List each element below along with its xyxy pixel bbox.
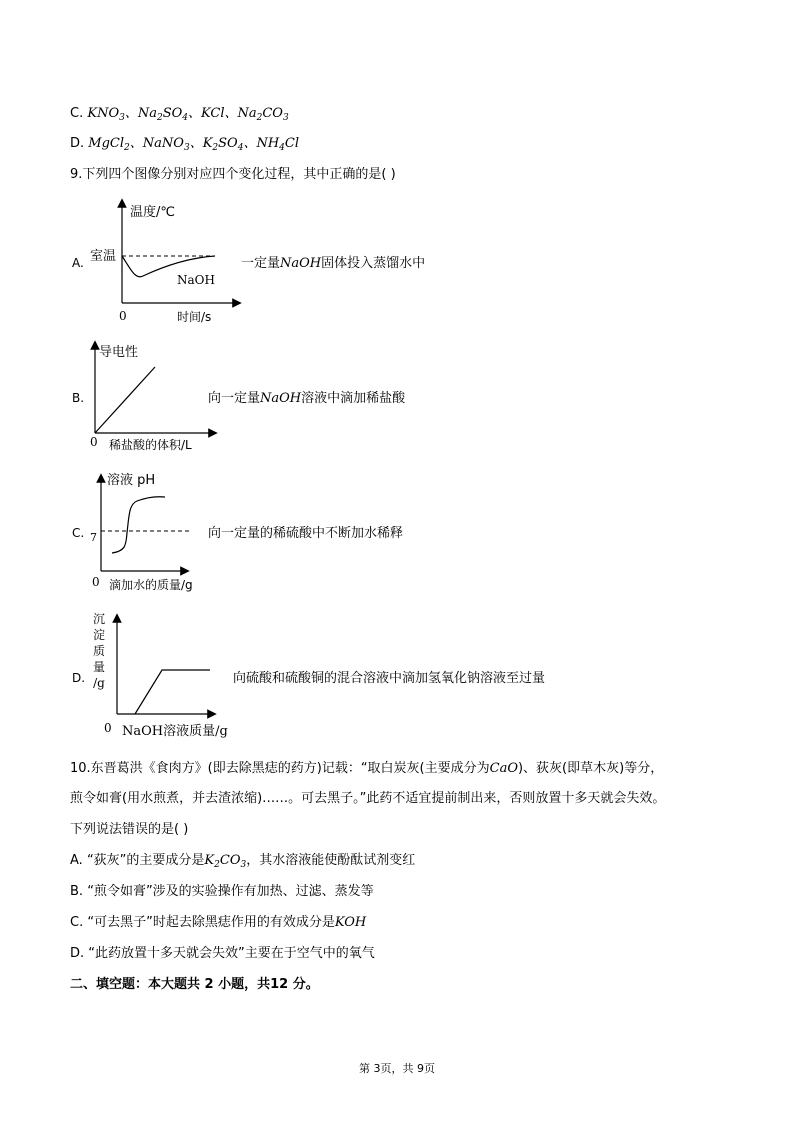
graph-a-ref-label: 室温 [90, 249, 117, 264]
graph-b-ylabel: 导电性 [99, 345, 139, 360]
option-formula: MgCl$_2$、NaNO$_3$、$K_2SO_4$、$NH_4Cl$ [88, 136, 300, 153]
q9-option-b-desc: 向一定量NaOH溶液中滴加稀盐酸 [208, 391, 406, 406]
graph-d-ylabel: 沉 淀 质 量 /g [92, 612, 105, 690]
q9-graph-c [85, 468, 215, 593]
graph-a-curve-label: NaOH [177, 273, 215, 287]
q10-stem-line3: 下列说法错误的是( ) [70, 822, 189, 837]
graph-b-origin: 0 [90, 435, 98, 449]
q8-option-c [70, 105, 289, 127]
q10-option-d: D. “此药放置十多天就会失效”主要在于空气中的氧气 [70, 946, 375, 961]
q10-option-c: C. “可去黑子”时起去除黑痣作用的有效成分是KOH [70, 915, 367, 930]
q9-graph-a [85, 198, 245, 328]
q9-option-d-desc: 向硫酸和硫酸铜的混合溶液中滴加氢氧化钠溶液至过量 [233, 671, 546, 686]
q9-option-a-letter: A. [72, 256, 84, 270]
graph-d-xlabel: NaOH溶液质量/g [122, 724, 228, 739]
q10-stem-line2: 煎令如膏(用水煎煮，并去渣浓缩)……。可去黑子。”此药不适宜提前制出来，否则放置十多天就会失效。 [70, 791, 666, 806]
graph-a-ylabel: 温度/℃ [130, 205, 175, 220]
option-letter: C. [70, 106, 84, 121]
q9-graph-b [85, 340, 225, 455]
graph-d-origin: 0 [104, 721, 112, 735]
q9-option-c-letter: C. [72, 526, 85, 540]
graph-c-ylabel: 溶液 pH [107, 473, 156, 488]
graph-b-xlabel: 稀盐酸的体积/L [109, 438, 192, 452]
q10-option-b: B. “煎令如膏”涉及的实验操作有加热、过滤、蒸发等 [70, 884, 374, 899]
option-formula: $KNO_3$、$Na_2SO_4$、KCl、$Na_2CO_3$ [87, 106, 289, 123]
option-letter: D. [70, 136, 85, 151]
q10-option-a: A. “荻灰”的主要成分是$K_2CO_3$，其水溶液能使酚酞试剂变红 [70, 853, 416, 870]
graph-c-ref-label: 7 [90, 531, 97, 544]
q9-stem: 9.下列四个图像分别对应四个变化过程，其中正确的是( ) [70, 167, 396, 182]
graph-c-xlabel: 滴加水的质量/g [109, 578, 193, 592]
q9-option-a-desc: 一定量NaOH固体投入蒸馏水中 [241, 256, 426, 271]
q9-option-c-desc: 向一定量的稀硫酸中不断加水稀释 [208, 526, 404, 541]
graph-c-origin: 0 [92, 575, 100, 589]
q10-stem-line1: 10.东晋葛洪《食肉方》(即去除黑痣的药方)记载：“取白炭灰(主要成分为CaO)、荻灰(即草木灰)等分， [70, 761, 664, 776]
q9-option-b-letter: B. [72, 391, 85, 405]
q8-option-d [70, 135, 299, 157]
q9-graph-d [100, 610, 240, 740]
graph-a-origin: 0 [119, 309, 127, 323]
graph-a-xlabel: 时间/s [177, 310, 212, 324]
q9-option-d-letter: D. [72, 671, 86, 685]
section-heading: 二、填空题：本大题共 2 小题，共12 分。 [70, 977, 319, 992]
page-footer: 第 3页，共 9页 [359, 1062, 435, 1075]
